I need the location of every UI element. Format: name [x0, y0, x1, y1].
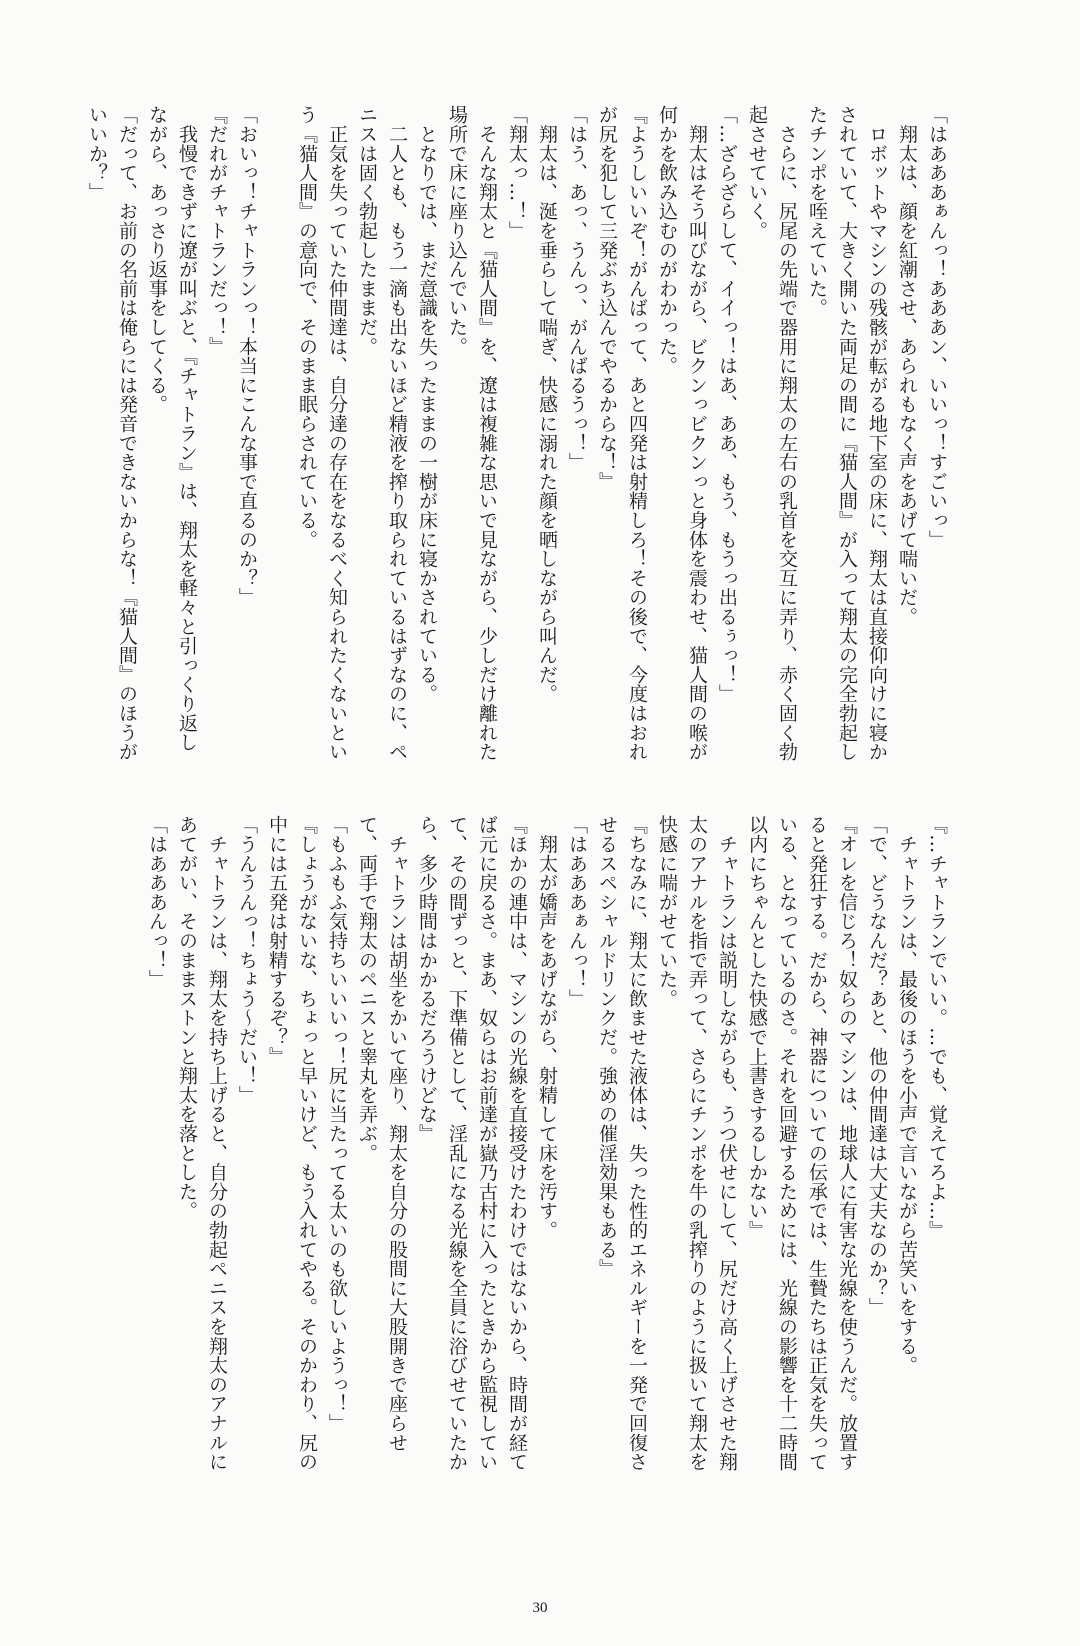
text-column: 『…チャトランでいい。…でも、覚えてろよ…』: [926, 815, 948, 1240]
text-column: ら、多少時間はかかるだろうけどな』: [416, 815, 438, 1144]
text-column: 『ようしいいぞ！がんばって、あと四発は射精しろ！その後で、今度はおれ: [626, 105, 648, 762]
text-column: 「はあああぁんっ！」: [566, 815, 588, 1008]
text-column: 「はあああんっ！」: [146, 815, 168, 989]
text-column: 我慢できずに遼が叫ぶと、『チャトラン』は、翔太を軽々と引っくり返し: [176, 105, 198, 752]
text-column: 「うんうんっ！ちょう〜だい！」: [236, 815, 258, 1105]
text-column: チャトランは説明しながらも、うつ伏せにして、尻だけ高く上げさせた翔: [716, 815, 738, 1472]
page-number: 30: [532, 1600, 548, 1616]
text-column: 翔太は、涎を垂らして喘ぎ、快感に溺れた顔を晒しながら叫んだ。: [536, 105, 558, 704]
text-column: う『猫人間』の意向で、そのまま眠らされている。: [296, 105, 318, 549]
text-column: 起させていく。: [746, 105, 768, 241]
text-column: となりでは、まだ意識を失ったままの一樹が床に寝かされている。: [416, 105, 438, 704]
text-column: 正気を失っていた仲間達は、自分達の存在をなるべく知られたくないとい: [326, 105, 348, 762]
text-column: 翔太はそう叫びながら、ビクンっビクンっと身体を震わせ、猫人間の喉が: [686, 105, 708, 762]
text-column: チャトランは、翔太を持ち上げると、自分の勃起ペニスを翔太のアナルに: [206, 815, 228, 1472]
text-column: 二人とも、もう一滴も出ないほど精液を搾り取られているはずなのに、ペ: [386, 105, 408, 762]
text-column: 「だって、お前の名前は俺らには発音できないからな！『猫人間』のほうが: [116, 105, 138, 762]
text-column: が尻を犯して三発ぶち込んでやるからな！』: [596, 105, 618, 491]
text-column: 場所で床に座り込んでいた。: [446, 105, 468, 356]
text-column: ば元に戻るさ。まあ、奴らはお前達が嶽乃古村に入ったときから監視してい: [476, 815, 498, 1472]
text-block-bottom: [142, 815, 952, 1525]
text-column: 「…ざらざらして、イイっ！はあ、ああ、もう、もうっ出るぅっ！」: [716, 105, 738, 704]
text-column: 『だれがチャトランだっ！』: [206, 105, 228, 356]
text-column: せるスペシャルドリンクだ。強めの催淫効果もある』: [596, 815, 618, 1279]
text-column: 「はあああぁんっ！あああン、いいっ！すごいっ」: [926, 105, 948, 549]
text-column: チャトランは胡坐をかいて座り、翔太を自分の股間に大股開きで座らせ: [386, 815, 408, 1452]
text-column: 「はう、あっ、うんっ、がんばるうっ！」: [566, 105, 588, 472]
text-column: 『ほかの連中は、マシンの光線を直接受けたわけではないから、時間が経て: [506, 815, 528, 1472]
text-column: ロボットやマシンの残骸が転がる地下室の床に、翔太は直接仰向けに寝か: [866, 105, 888, 762]
text-column: いいか？」: [86, 105, 108, 202]
text-column: あてがい、そのままストンと翔太を落とした。: [176, 815, 198, 1221]
text-column: 『しょうがないな、ちょっと早いけど、もう入れてやる。そのかわり、尻の: [296, 815, 318, 1472]
text-column: ると発狂する。だから、神器についての伝承では、生贄たちは正気を失って: [806, 815, 828, 1472]
text-column: ニスは固く勃起したままだ。: [356, 105, 378, 356]
text-column: 快感に喘がせていた。: [656, 815, 678, 1008]
text-column: 「翔太っ…！」: [506, 105, 528, 241]
text-column: 何かを飲み込むのがわかった。: [656, 105, 678, 376]
text-column: て、その間ずっと、下準備として、淫乱になる光線を全員に浴びせていたか: [446, 815, 468, 1472]
text-column: たチンポを咥えていた。: [806, 105, 828, 318]
text-column: 太のアナルを指で弄って、さらにチンポを牛の乳搾りのように扱いて翔太を: [686, 815, 708, 1472]
text-column: 翔太は、顔を紅潮させ、あられもなく声をあげて喘いだ。: [896, 105, 918, 627]
text-column: 以内にちゃんとした快感で上書きするしかない』: [746, 815, 768, 1240]
text-column: 「おいっ！チャトランっ！本当にこんな事で直るのか？」: [236, 105, 258, 607]
text-column: 『ちなみに、翔太に飲ませた液体は、失った性的エネルギーを一発で回復さ: [626, 815, 648, 1472]
text-column: 翔太が嬌声をあげながら、射精して床を汚す。: [536, 815, 558, 1240]
text-column: 「で、どうなんだ？あと、他の仲間達は大丈夫なのか？」: [866, 815, 888, 1317]
text-column: 「もふもふ気持ちいいいっ！尻に当たってる太いのも欲しいようっ！」: [326, 815, 348, 1433]
text-column: さらに、尻尾の先端で器用に翔太の左右の乳首を交互に弄り、赤く固く勃: [776, 105, 798, 762]
text-column: て、両手で翔太のペニスと睾丸を弄ぶ。: [356, 815, 378, 1163]
text-column: そんな翔太と『猫人間』を、遼は複雑な思いで見ながら、少しだけ離れた: [476, 105, 498, 762]
text-column: ながら、あっさり返事をしてくる。: [146, 105, 168, 414]
text-column: [262, 105, 292, 815]
text-column: 『オレを信じろ！奴らのマシンは、地球人に有害な光線を使うんだ。放置す: [836, 815, 858, 1472]
text-block-top: [82, 105, 952, 815]
text-column: いる、となっているのさ。それを回避するためには、光線の影響を十二時間: [776, 815, 798, 1472]
text-column: チャトランは、最後のほうを小声で言いながら苦笑いをする。: [896, 815, 918, 1375]
text-column: 中には五発は射精するぞ？』: [266, 815, 288, 1066]
text-column: されていて、大きく開いた両足の間に『猫人間』が入って翔太の完全勃起し: [836, 105, 858, 762]
